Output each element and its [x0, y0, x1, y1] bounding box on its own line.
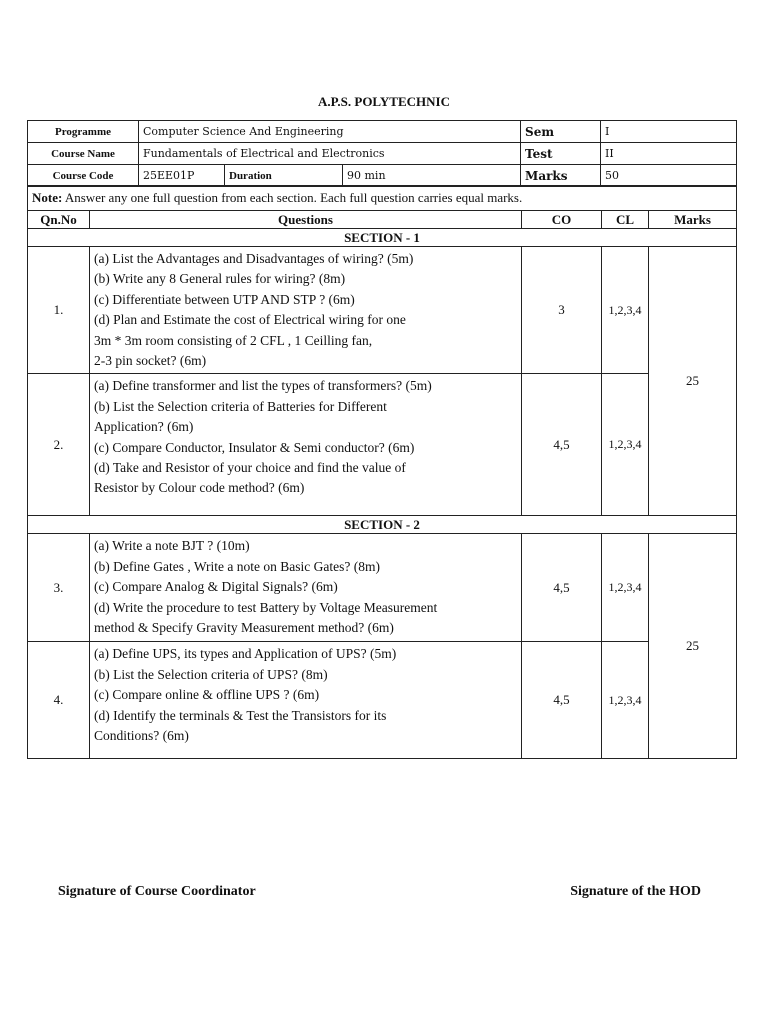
question-line: Application? (6m) — [94, 419, 194, 435]
question-co: 4,5 — [522, 374, 602, 516]
col-co-header: CO — [522, 211, 602, 229]
question-text — [90, 247, 522, 374]
course-code-row — [28, 165, 737, 187]
question-row — [28, 374, 737, 516]
question-text — [90, 642, 522, 759]
course-code-value: 25EE01P — [139, 165, 225, 187]
section-1-header-row — [28, 229, 737, 247]
question-number: 1. — [28, 247, 90, 374]
question-number: 4. — [28, 642, 90, 759]
section-title: SECTION - 1 — [28, 229, 737, 247]
col-marks-header: Marks — [649, 211, 737, 229]
question-cl: 1,2,3,4 — [602, 247, 649, 374]
course-name-label: Course Name — [28, 143, 139, 165]
question-line: method & Specify Gravity Measurement method? (6m) — [94, 620, 394, 636]
question-line: Resistor by Colour code method? (6m) — [94, 480, 305, 496]
institution-title: A.P.S. POLYTECHNIC — [318, 94, 450, 109]
course-name-value: Fundamentals of Electrical and Electronics — [139, 143, 521, 165]
question-text — [90, 534, 522, 642]
question-cl: 1,2,3,4 — [602, 642, 649, 759]
programme-value: Computer Science And Engineering — [139, 121, 521, 143]
question-line: 3m * 3m room consisting of 2 CFL , 1 Ceilling fan, — [94, 332, 373, 348]
question-line: (c) Compare Conductor, Insulator & Semi conductor? (6m) — [94, 439, 415, 455]
question-number: 2. — [28, 374, 90, 516]
question-co: 4,5 — [522, 642, 602, 759]
course-code-label: Course Code — [28, 165, 139, 187]
question-line: (b) List the Selection criteria of Batteries for Different — [94, 398, 387, 414]
question-number: 3. — [28, 534, 90, 642]
note-text: Answer any one full question from each section. Each full question carries equal marks. — [62, 190, 523, 205]
question-co: 4,5 — [522, 534, 602, 642]
signature-course-coordinator: Signature of Course Coordinator — [58, 884, 256, 899]
question-line: (b) List the Selection criteria of UPS? (8m) — [94, 666, 328, 682]
col-qn-header: Qn.No — [28, 211, 90, 229]
signature-hod: Signature of the HOD — [570, 884, 701, 899]
sem-value: I — [601, 121, 737, 143]
question-cl: 1,2,3,4 — [602, 374, 649, 516]
question-line: (d) Plan and Estimate the cost of Electrical wiring for one — [94, 312, 406, 328]
marks-label: Marks — [521, 165, 601, 187]
column-header-row — [28, 211, 737, 229]
test-value: II — [601, 143, 737, 165]
section-marks: 25 — [649, 534, 737, 759]
question-line: (a) List the Advantages and Disadvantages of wiring? (5m) — [94, 251, 414, 266]
question-row — [28, 534, 737, 642]
test-label: Test — [521, 143, 601, 165]
question-line: (a) Define UPS, its types and Application of UPS? (5m) — [94, 646, 397, 662]
duration-label: Duration — [225, 165, 343, 187]
marks-value: 50 — [601, 165, 737, 187]
section-marks: 25 — [649, 247, 737, 516]
question-line: (d) Take and Resistor of your choice and find the value of — [94, 460, 406, 476]
question-line: 2-3 pin socket? (6m) — [94, 353, 207, 369]
course-info-table — [27, 120, 737, 187]
question-row — [28, 642, 737, 759]
questions-table — [27, 185, 737, 759]
question-line: (c) Differentiate between UTP AND STP ? (6m) — [94, 291, 355, 307]
question-line: (d) Identify the terminals & Test the Transistors for its — [94, 707, 387, 723]
question-line: (c) Compare Analog & Digital Signals? (6m) — [94, 579, 338, 595]
course-name-row — [28, 143, 737, 165]
question-line: Conditions? (6m) — [94, 728, 189, 744]
question-row — [28, 247, 737, 374]
question-line: (d) Write the procedure to test Battery by Voltage Measurement — [94, 599, 438, 615]
section-title: SECTION - 2 — [28, 516, 737, 534]
note-label: Note: — [32, 190, 63, 205]
sem-label: Sem — [521, 121, 601, 143]
note-cell — [28, 186, 737, 211]
col-questions-header: Questions — [90, 211, 522, 229]
question-line: (b) Define Gates , Write a note on Basic Gates? (8m) — [94, 558, 380, 574]
question-line: (b) Write any 8 General rules for wiring? (8m) — [94, 271, 346, 287]
programme-row — [28, 121, 737, 143]
col-cl-header: CL — [602, 211, 649, 229]
note-row — [28, 186, 737, 211]
question-co: 3 — [522, 247, 602, 374]
programme-label: Programme — [28, 121, 139, 143]
question-line: (a) Define transformer and list the types of transformers? (5m) — [94, 378, 432, 394]
section-2-header-row — [28, 516, 737, 534]
question-cl: 1,2,3,4 — [602, 534, 649, 642]
question-line: (c) Compare online & offline UPS ? (6m) — [94, 687, 320, 703]
question-text — [90, 374, 522, 516]
question-line: (a) Write a note BJT ? (10m) — [94, 538, 250, 554]
duration-value: 90 min — [343, 165, 521, 187]
